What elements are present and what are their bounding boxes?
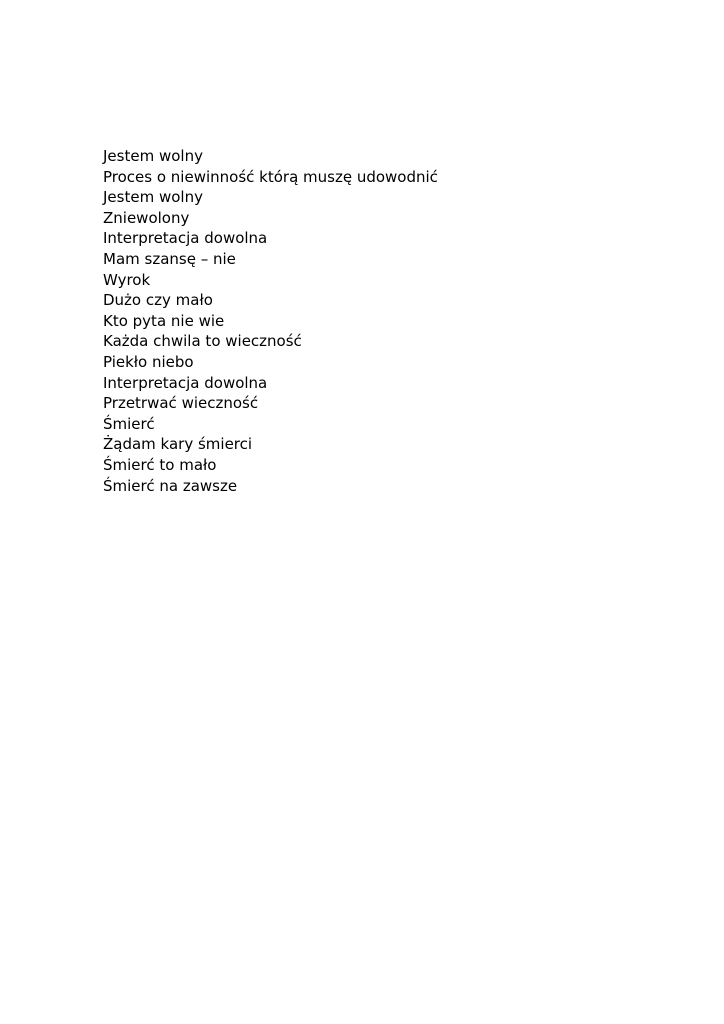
- poem-line: Kto pyta nie wie: [103, 311, 225, 330]
- poem-line: Mam szansę – nie: [103, 249, 236, 268]
- poem-line: Interpretacja dowolna: [103, 229, 268, 248]
- poem-line: Śmierć: [103, 414, 155, 433]
- poem-line: Interpretacja dowolna: [103, 373, 268, 392]
- poem-line: Jestem wolny: [103, 147, 203, 165]
- poem-line: Dużo czy mało: [103, 291, 213, 310]
- poem-line: Przetrwać wieczność: [103, 394, 259, 413]
- poem-line: Proces o niewinność którą muszę udowodnić: [103, 167, 438, 186]
- poem-text: [103, 146, 438, 496]
- poem-line: Piekło niebo: [103, 352, 194, 371]
- poem-line: Każda chwila to wieczność: [103, 332, 302, 351]
- poem-line: Jestem wolny: [103, 188, 203, 207]
- poem-line: Żądam kary śmierci: [103, 435, 253, 454]
- poem-line: Zniewolony: [103, 208, 190, 227]
- poem-line: Śmierć to mało: [103, 455, 217, 474]
- poem-line: Śmierć na zawsze: [103, 476, 238, 495]
- poem-line: Wyrok: [103, 270, 151, 289]
